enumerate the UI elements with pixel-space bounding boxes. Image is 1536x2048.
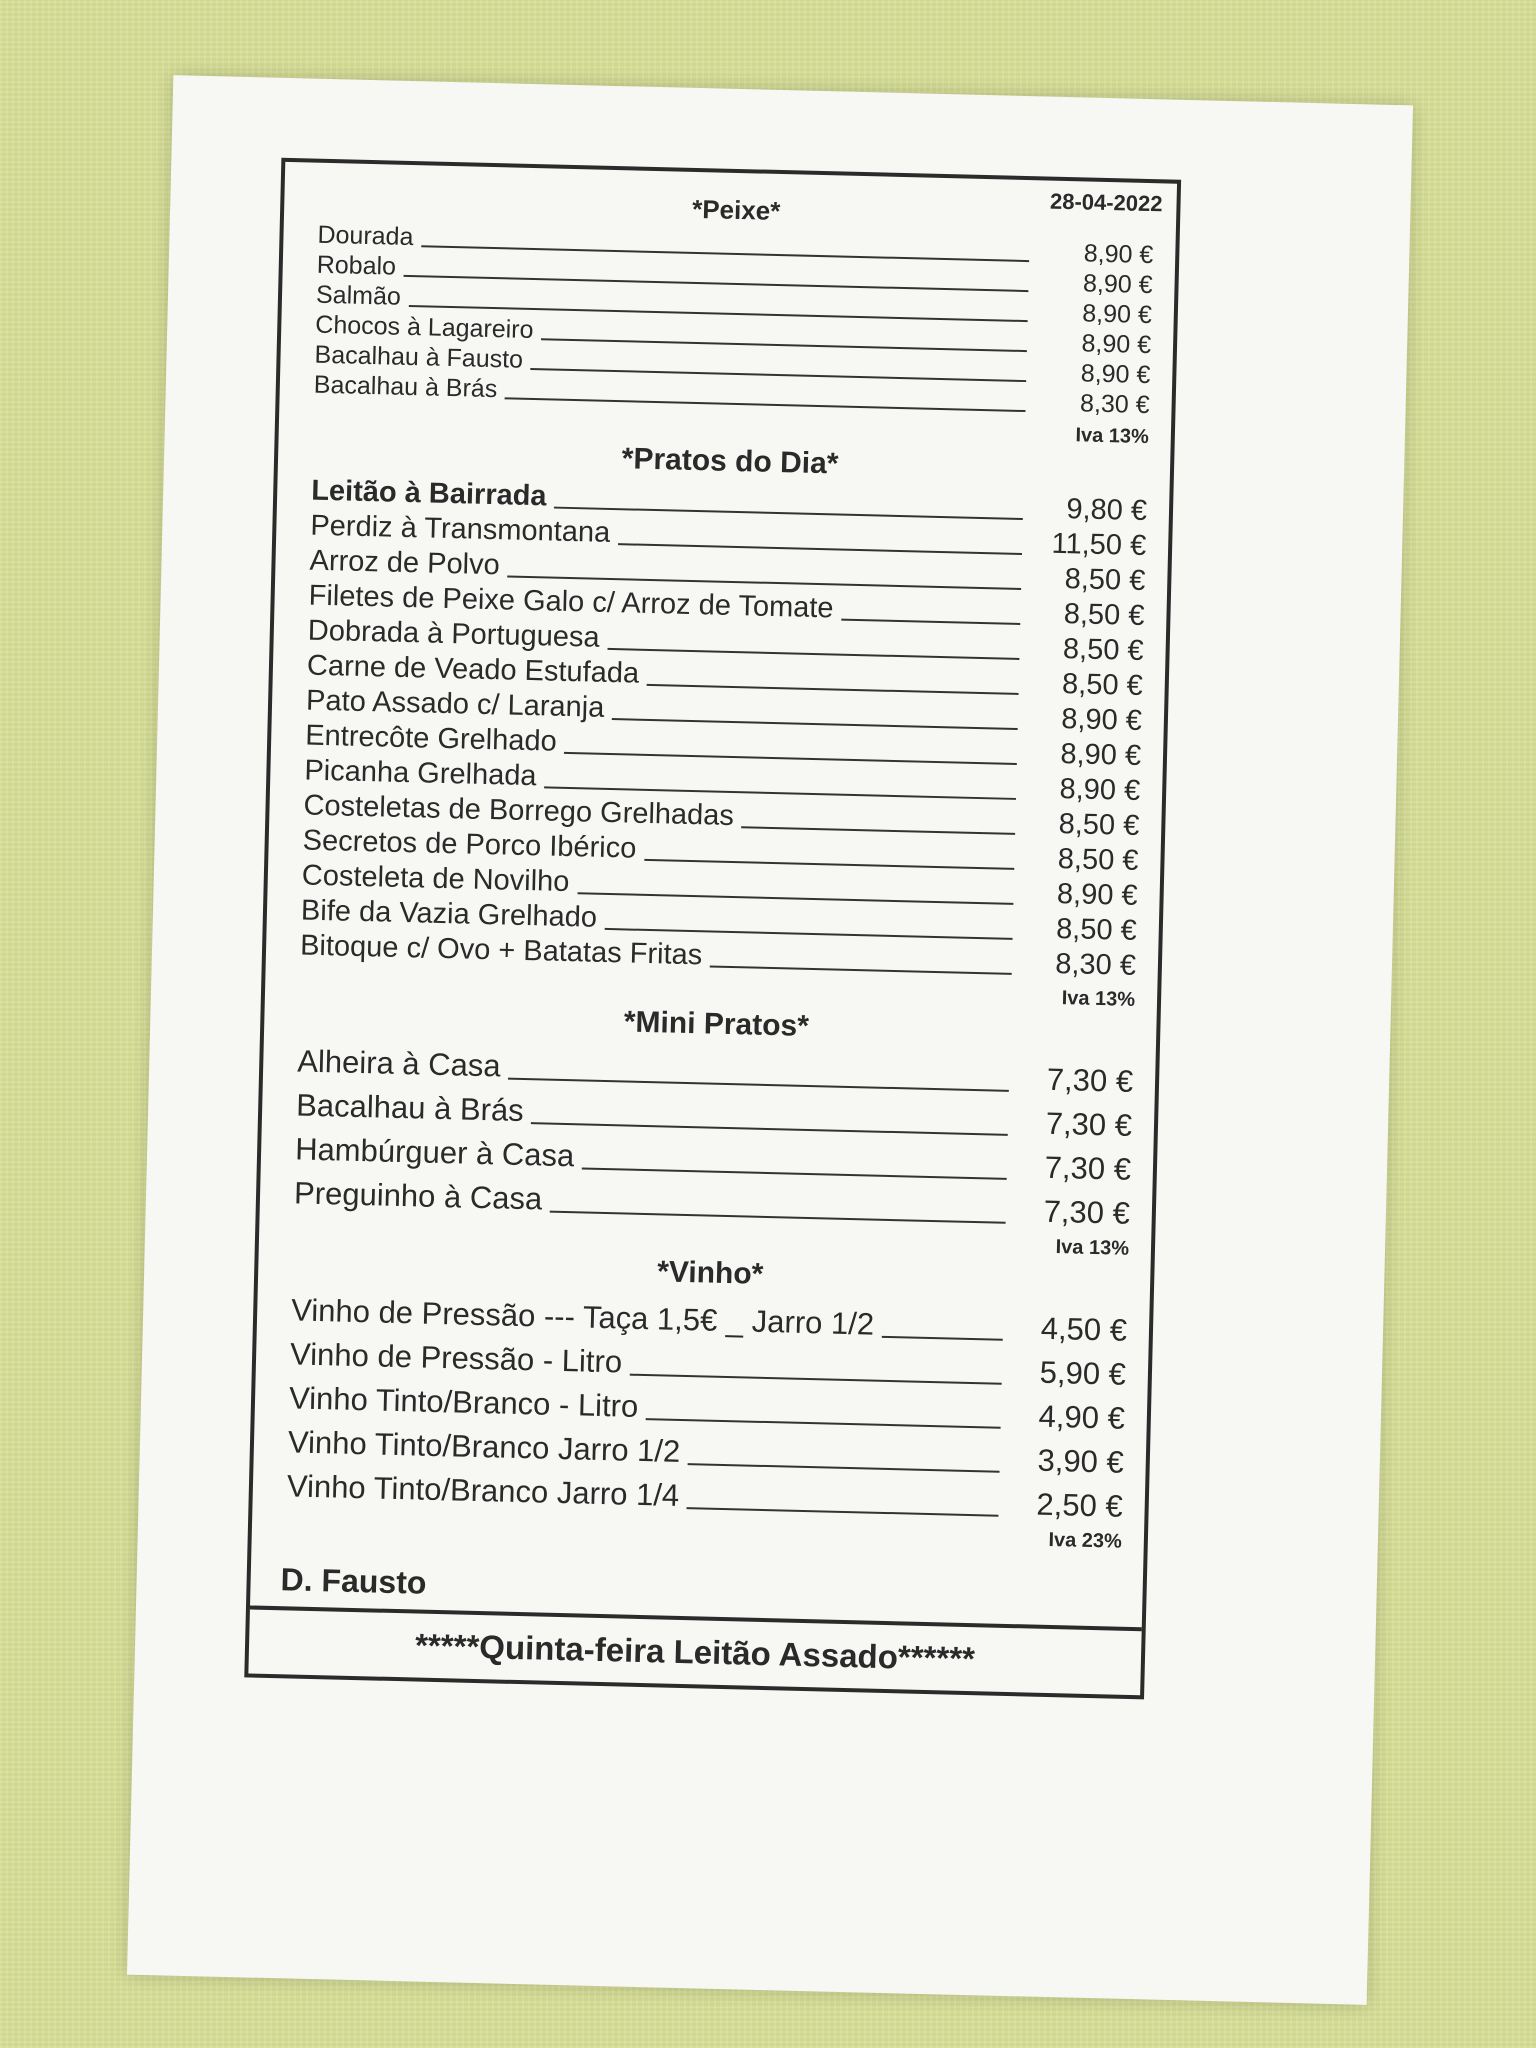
item-price: 2,50 € — [1036, 1486, 1124, 1524]
item-name: Pato Assado c/ Laranja — [305, 684, 605, 724]
item-price: 8,90 € — [1081, 329, 1152, 360]
item-name: Vinho de Pressão --- Taça 1,5€ _ Jarro 1/2 — [290, 1292, 875, 1342]
leader-line — [687, 1507, 999, 1517]
item-name: Entrecôte Grelhado — [304, 719, 558, 758]
item-price: 3,90 € — [1037, 1442, 1125, 1480]
iva-note: Iva 13% — [1075, 424, 1150, 449]
item-price: 8,50 € — [1064, 563, 1146, 598]
item-price: 8,90 € — [1059, 773, 1141, 807]
item-price: 4,50 € — [1040, 1310, 1128, 1348]
item-name: Costeletas de Borrego Grelhadas — [303, 789, 735, 833]
item-price: 8,50 € — [1058, 807, 1140, 842]
item-name: Leitão à Bairrada — [310, 474, 547, 513]
item-price: 8,90 € — [1081, 299, 1153, 330]
item-price: 8,30 € — [1079, 389, 1150, 420]
item-name: Bacalhau à Brás — [313, 370, 498, 404]
item-price: 8,90 € — [1060, 738, 1142, 772]
item-price: 8,30 € — [1054, 947, 1137, 982]
item-name: Hambúrguer à Casa — [294, 1131, 575, 1174]
item-price: 8,50 € — [1055, 912, 1138, 947]
item-price: 4,90 € — [1038, 1398, 1126, 1436]
item-price: 8,90 € — [1056, 877, 1139, 912]
item-price: 11,50 € — [1051, 527, 1147, 563]
menu-frame — [244, 158, 1181, 1700]
item-name: Vinho Tinto/Branco Jarro 1/2 — [287, 1424, 681, 1469]
section-vinho — [286, 1246, 1129, 1553]
item-name: Vinho de Pressão - Litro — [289, 1336, 623, 1380]
item-price: 8,50 € — [1057, 842, 1139, 877]
item-name: Bacalhau à Brás — [295, 1087, 525, 1128]
section-title: *Pratos do Dia* — [621, 442, 839, 481]
item-name: Bife da Vazia Grelhado — [300, 894, 598, 934]
section-title: *Vinho* — [656, 1255, 764, 1291]
item-price: 5,90 € — [1039, 1354, 1127, 1392]
item-name: Carne de Veado Estufada — [306, 649, 640, 690]
item-name: Vinho Tinto/Branco - Litro — [288, 1380, 639, 1424]
signature: D. Fausto — [280, 1561, 427, 1601]
leader-line — [882, 1336, 1003, 1341]
item-name: Chocos à Lagareiro — [314, 310, 534, 345]
item-name: Preguinho à Casa — [293, 1175, 543, 1217]
section-title: *Peixe* — [691, 193, 781, 227]
banner: *****Quinta-feira Leitão Assado****** — [248, 1605, 1141, 1695]
leader-line — [841, 619, 1020, 625]
item-price: 8,50 € — [1063, 598, 1145, 633]
section-peixe — [313, 185, 1155, 449]
item-name: Alheira à Casa — [296, 1043, 502, 1084]
section-mini-pratos — [293, 997, 1135, 1260]
menu-date: 28-04-2022 — [1049, 188, 1163, 217]
item-price: 8,90 € — [1082, 269, 1153, 300]
item-name: Secretos de Porco Ibérico — [302, 824, 637, 865]
item-price: 7,30 € — [1046, 1061, 1134, 1099]
item-name: Picanha Grelhada — [304, 754, 537, 793]
item-price: 7,30 € — [1045, 1105, 1133, 1143]
item-price: 8,90 € — [1080, 359, 1151, 390]
item-price: 8,50 € — [1061, 668, 1144, 702]
item-name: Filetes de Peixe Galo c/ Arroz de Tomate — [308, 579, 834, 625]
item-price: 9,80 € — [1066, 493, 1148, 528]
section-title: *Mini Pratos* — [623, 1005, 810, 1043]
leader-line — [505, 397, 1025, 412]
item-name: Costeleta de Novilho — [301, 859, 570, 899]
leader-line — [710, 966, 1012, 975]
item-name: Perdiz à Transmontana — [310, 509, 611, 549]
item-price: 8,90 € — [1083, 239, 1154, 270]
item-price: 8,90 € — [1060, 703, 1143, 737]
item-name: Dourada — [317, 220, 414, 252]
item-price: 7,30 € — [1043, 1193, 1131, 1231]
item-name: Dobrada à Portuguesa — [307, 614, 600, 654]
item-name: Arroz de Polvo — [309, 544, 501, 582]
iva-note: Iva 13% — [1055, 1236, 1130, 1260]
item-name: Bitoque c/ Ovo + Batatas Fritas — [299, 929, 703, 972]
iva-note: Iva 13% — [1061, 987, 1136, 1011]
menu-paper — [127, 75, 1413, 2005]
item-name: Robalo — [316, 250, 397, 281]
leader-line — [550, 1211, 1006, 1224]
item-price: 8,50 € — [1062, 633, 1145, 668]
item-price: 7,30 € — [1044, 1149, 1132, 1187]
item-name: Bacalhau à Fausto — [314, 340, 524, 374]
iva-note: Iva 23% — [1048, 1528, 1123, 1553]
item-name: Salmão — [315, 280, 402, 311]
section-pratos-do-dia — [299, 435, 1148, 1012]
item-name: Vinho Tinto/Branco Jarro 1/4 — [286, 1468, 680, 1513]
